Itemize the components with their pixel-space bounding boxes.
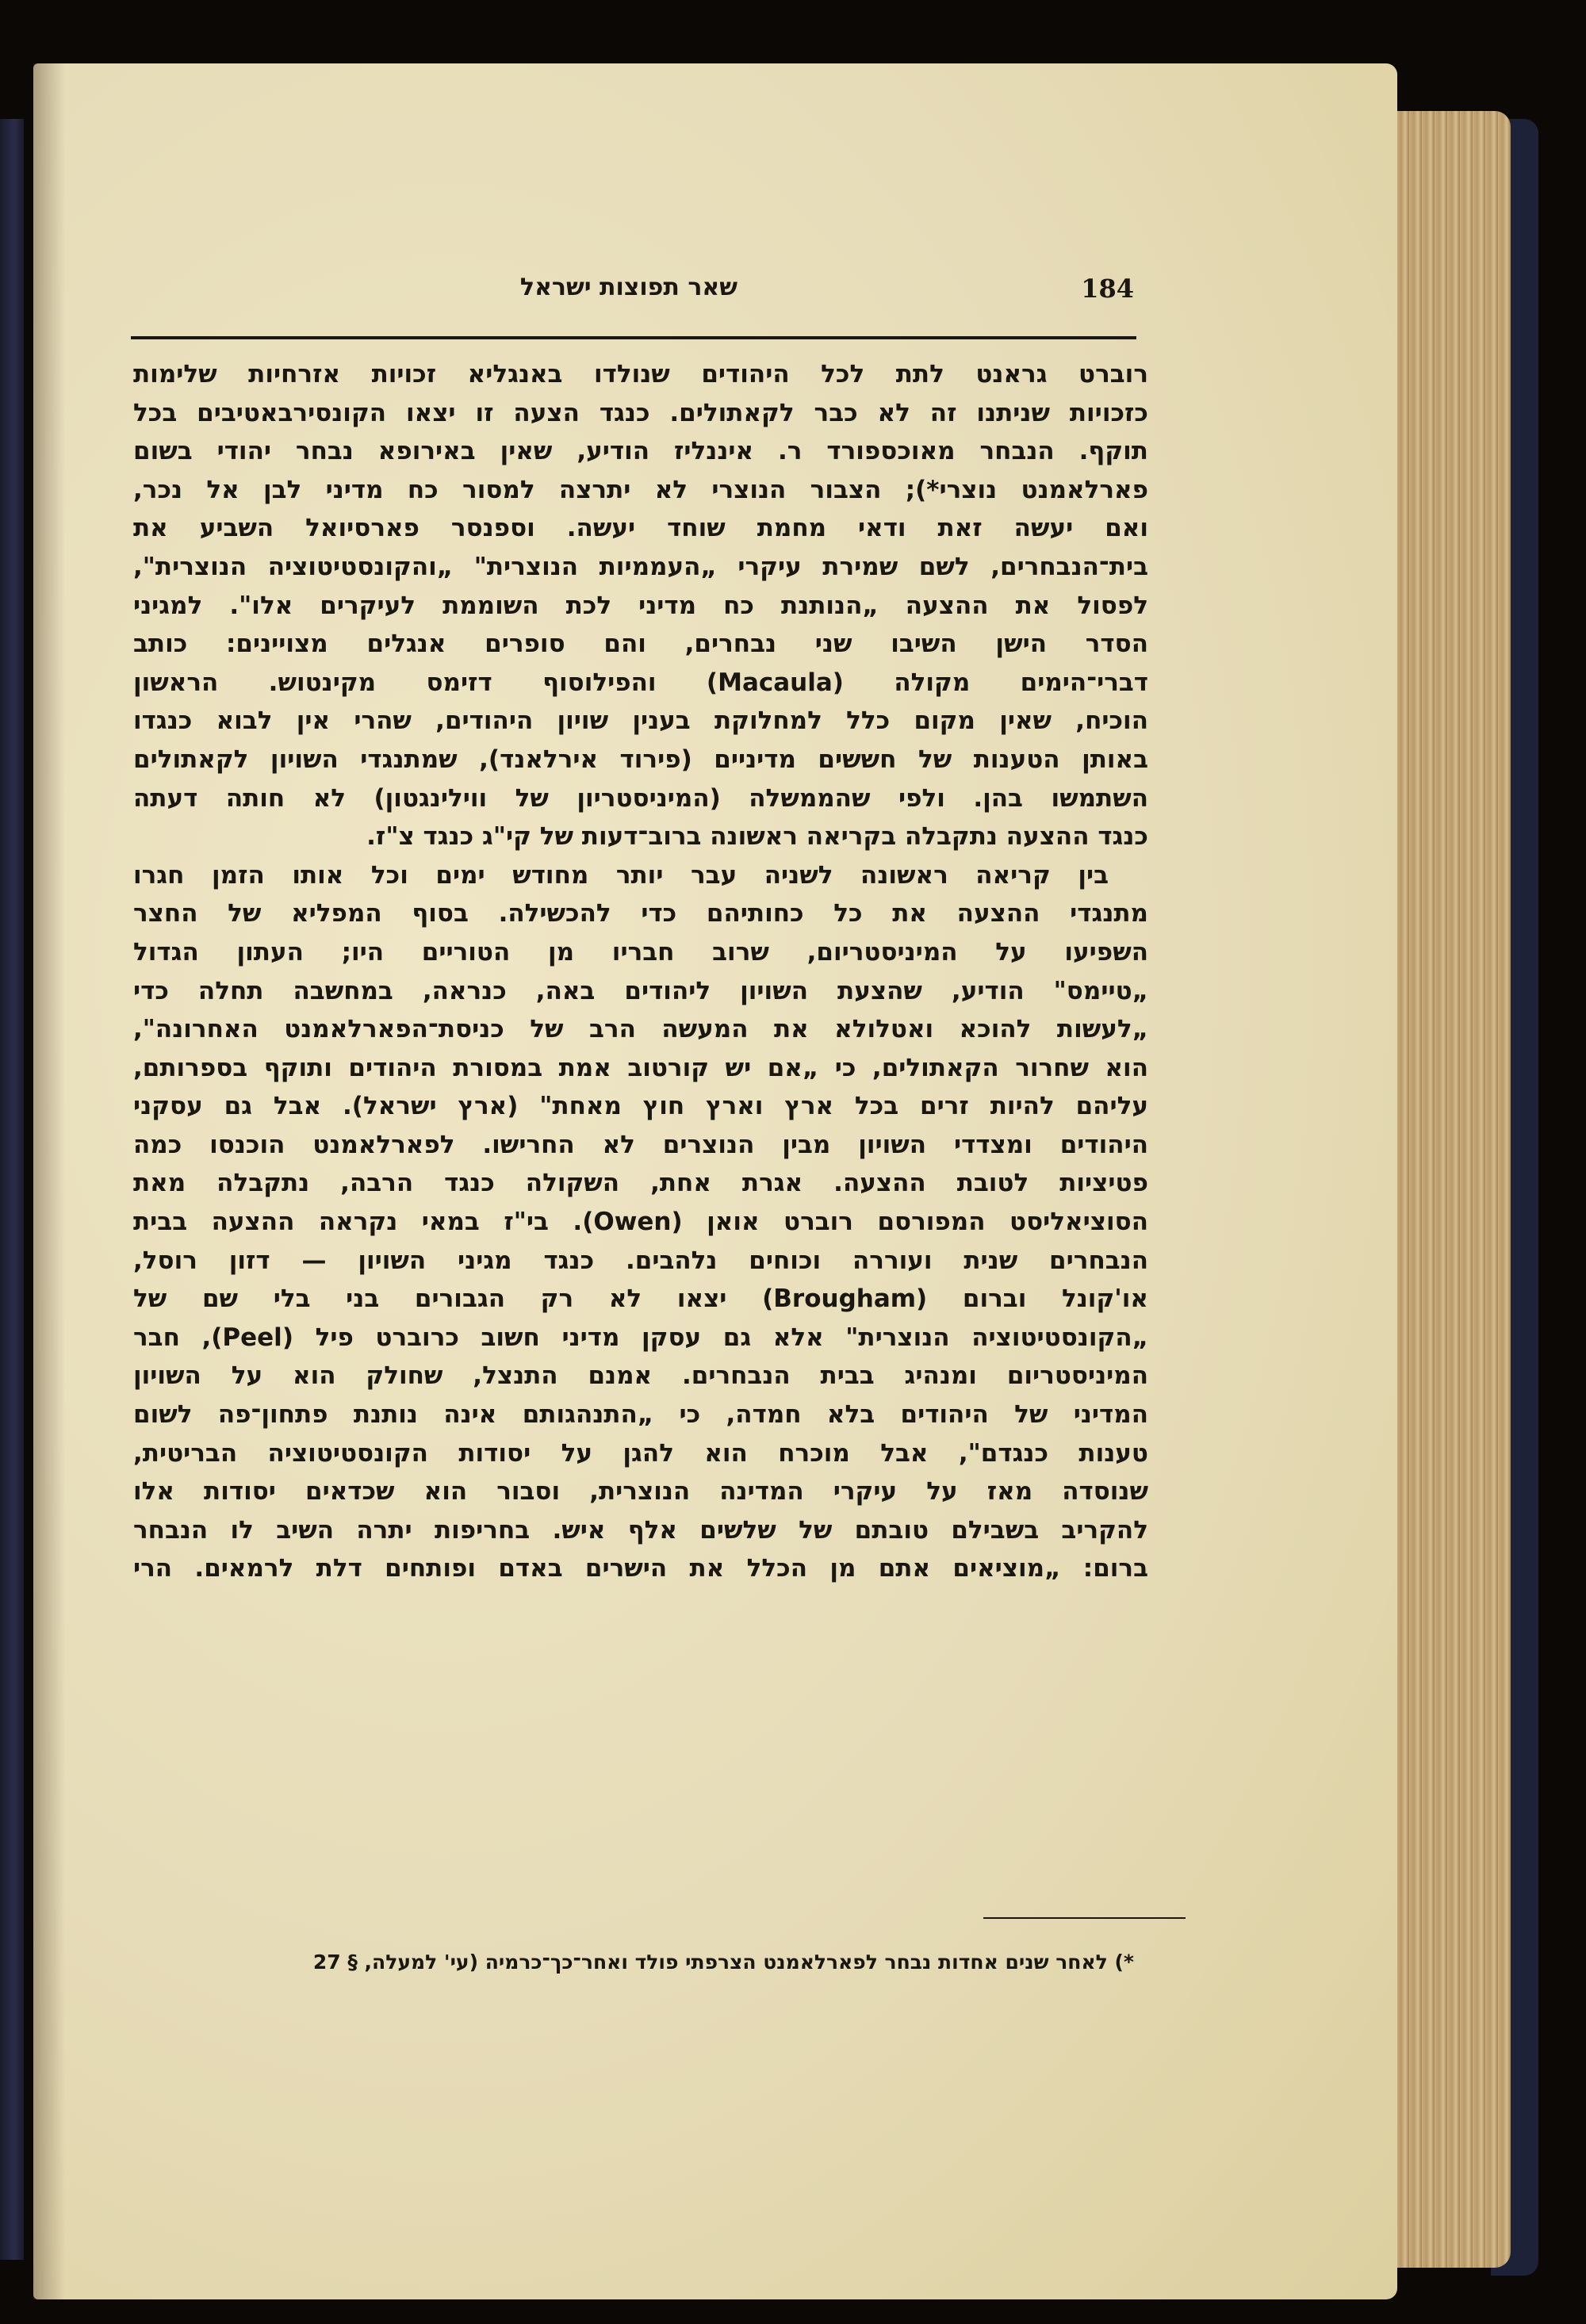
text-line: תוקף. הנבחר מאוכספורד ר. איננליז הודיע, שאין באירופא נבחר יהודי בשום — [133, 437, 1148, 466]
running-head — [131, 274, 1134, 313]
page-fore-edge — [1384, 111, 1511, 2268]
text-line: „טיימס" הודיע, שהצעת השויון ליהודים באה, כנראה, במחשבה תחלה כדי — [133, 976, 1148, 1005]
text-line: רוברט גראנט לתת לכל היהודים שנולדו באנגליא זכויות אזרחיות שלימות — [133, 360, 1148, 389]
running-title: שאר תפוצות ישראל — [519, 274, 737, 301]
text-line: דברי־הימים מקולה (Macaula) והפילוסוף דזימס מקינטוש. הראשון — [133, 668, 1148, 697]
text-line: בית־הנבחרים, לשם שמירת עיקרי „העממיות הנוצרית" „והקונסטיטוציה הנוצרית", — [133, 552, 1148, 581]
body-text — [133, 355, 1148, 1588]
text-line: מתנגדי ההצעה את כל כחותיהם כדי להכשילה. בסוף המפליא של החצר — [133, 899, 1148, 928]
text-line: בין קריאה ראשונה לשניה עבר יותר מחודש ימים וכל אותו הזמן חגרו — [133, 860, 1109, 890]
text-line: כזכויות שניתנו זה לא כבר לקאתולים. כנגד הצעה זו יצאו הקונסירבאטיבים בכל — [133, 398, 1148, 427]
text-line: השפיעו על המיניסטריום, שרוב חבריו מן הטוריים היו; העתון הגדול — [133, 937, 1148, 967]
text-line: טענות כנגדם", אבל מוכרח הוא להגן על יסודות הקונסטיטוציה הבריטית, — [133, 1438, 1148, 1468]
text-line: המדיני של היהודים בלא חמדה, כי „התנהגותם אינה נותנת פתחון־פה לשום — [133, 1400, 1148, 1430]
text-line: עליהם להיות זרים בכל ארץ וארץ חוץ מאחת" (ארץ ישראל). אבל גם עסקני — [133, 1092, 1148, 1121]
text-line: ברום: „מוציאים אתם מן הכלל את הישרים באדם ופותחים דלת לרמאים. הרי — [133, 1554, 1148, 1583]
text-line: פארלאמנט נוצרי*); הצבור הנוצרי לא יתרצה למסור כח מדיני לבן אל נכר, — [133, 475, 1148, 504]
text-line: באותן הטענות של חששים מדיניים (פירוד אירלאנד), שמתנגדי השויון לקאתולים — [133, 745, 1148, 774]
footnote: *) לאחר שנים אחדות נבחר לפארלאמנט הצרפתי פולד ואחר־כך־כרמיה (עי' למעלה, § 27 — [312, 1951, 1134, 1974]
text-line: פטיציות לטובת ההצעה. אגרת אחת, השקולה כנגד הרבה, נתקבלה מאת — [133, 1169, 1148, 1198]
text-line: „הקונסטיטוציה הנוצרית" אלא גם עסקן מדיני חשוב כרוברט פיל (Peel), חבר — [133, 1323, 1148, 1352]
text-line: הסוציאליסט המפורסם רוברט אואן (Owen). בי"ז במאי נקראה ההצעה בבית — [133, 1208, 1148, 1237]
text-line: היהודים ומצדדי השויון מבין הנוצרים לא החרישו. לפארלאמנט הוכנסו כמה — [133, 1130, 1148, 1159]
text-line: או'קונל וברום (Brougham) יצאו לא רק הגבורים בני בלי שם של — [133, 1285, 1148, 1314]
header-rule — [131, 336, 1136, 339]
text-line: „לעשות להוכא ואטלולא את המעשה הרב של כניסת־הפארלאמנט האחרונה", — [133, 1015, 1148, 1044]
page-number: 184 — [1081, 274, 1134, 304]
footnote-rule — [983, 1917, 1186, 1919]
book-cover-edge — [0, 119, 24, 2260]
text-line: לפסול את ההצעה „הנותנת כח מדיני לכת השוממת לעיקרים אלו". למגיני — [133, 591, 1148, 620]
text-line: הנבחרים שנית ועוררה וכוחים נלהבים. כנגד מגיני השויון — דזון רוסל, — [133, 1246, 1148, 1275]
text-line: הוא שחרור הקאתולים, כי „אם יש קורטוב אמת במסורת היהודים ותוקף בספרותם, — [133, 1053, 1148, 1082]
text-line: הוכיח, שאין מקום כלל למחלוקת בענין שויון היהודים, שהרי אין לבוא כנגדו — [133, 706, 1148, 736]
text-line: השתמשו בהן. ולפי שהממשלה (המיניסטריון של ווילינגטון) לא חותה דעתה — [133, 783, 1148, 813]
text-line: שנוסדה מאז על עיקרי המדינה הנוצרית, וסבור הוא שכדאים יסודות אלו — [133, 1477, 1148, 1507]
text-line: הסדר הישן השיבו שני נבחרים, והם סופרים אנגלים מצויינים: כותב — [133, 630, 1148, 659]
gutter-shadow — [33, 63, 65, 2299]
text-line: להקריב בשבילם טובתם של שלשים אלף איש. בחריפות יתרה השיב לו הנבחר — [133, 1515, 1148, 1545]
text-line: ואם יעשה זאת ודאי מחמת שוחד יעשה. וספנסר פארסיואל השביע את — [133, 514, 1148, 543]
text-line: כנגד ההצעה נתקבלה בקריאה ראשונה ברוב־דעות של קי"ג כנגד צ"ז. — [366, 822, 1148, 852]
text-line: המיניסטריום ומנהיג בבית הנבחרים. אמנם התנצל, שחולק הוא על השויון — [133, 1361, 1148, 1391]
